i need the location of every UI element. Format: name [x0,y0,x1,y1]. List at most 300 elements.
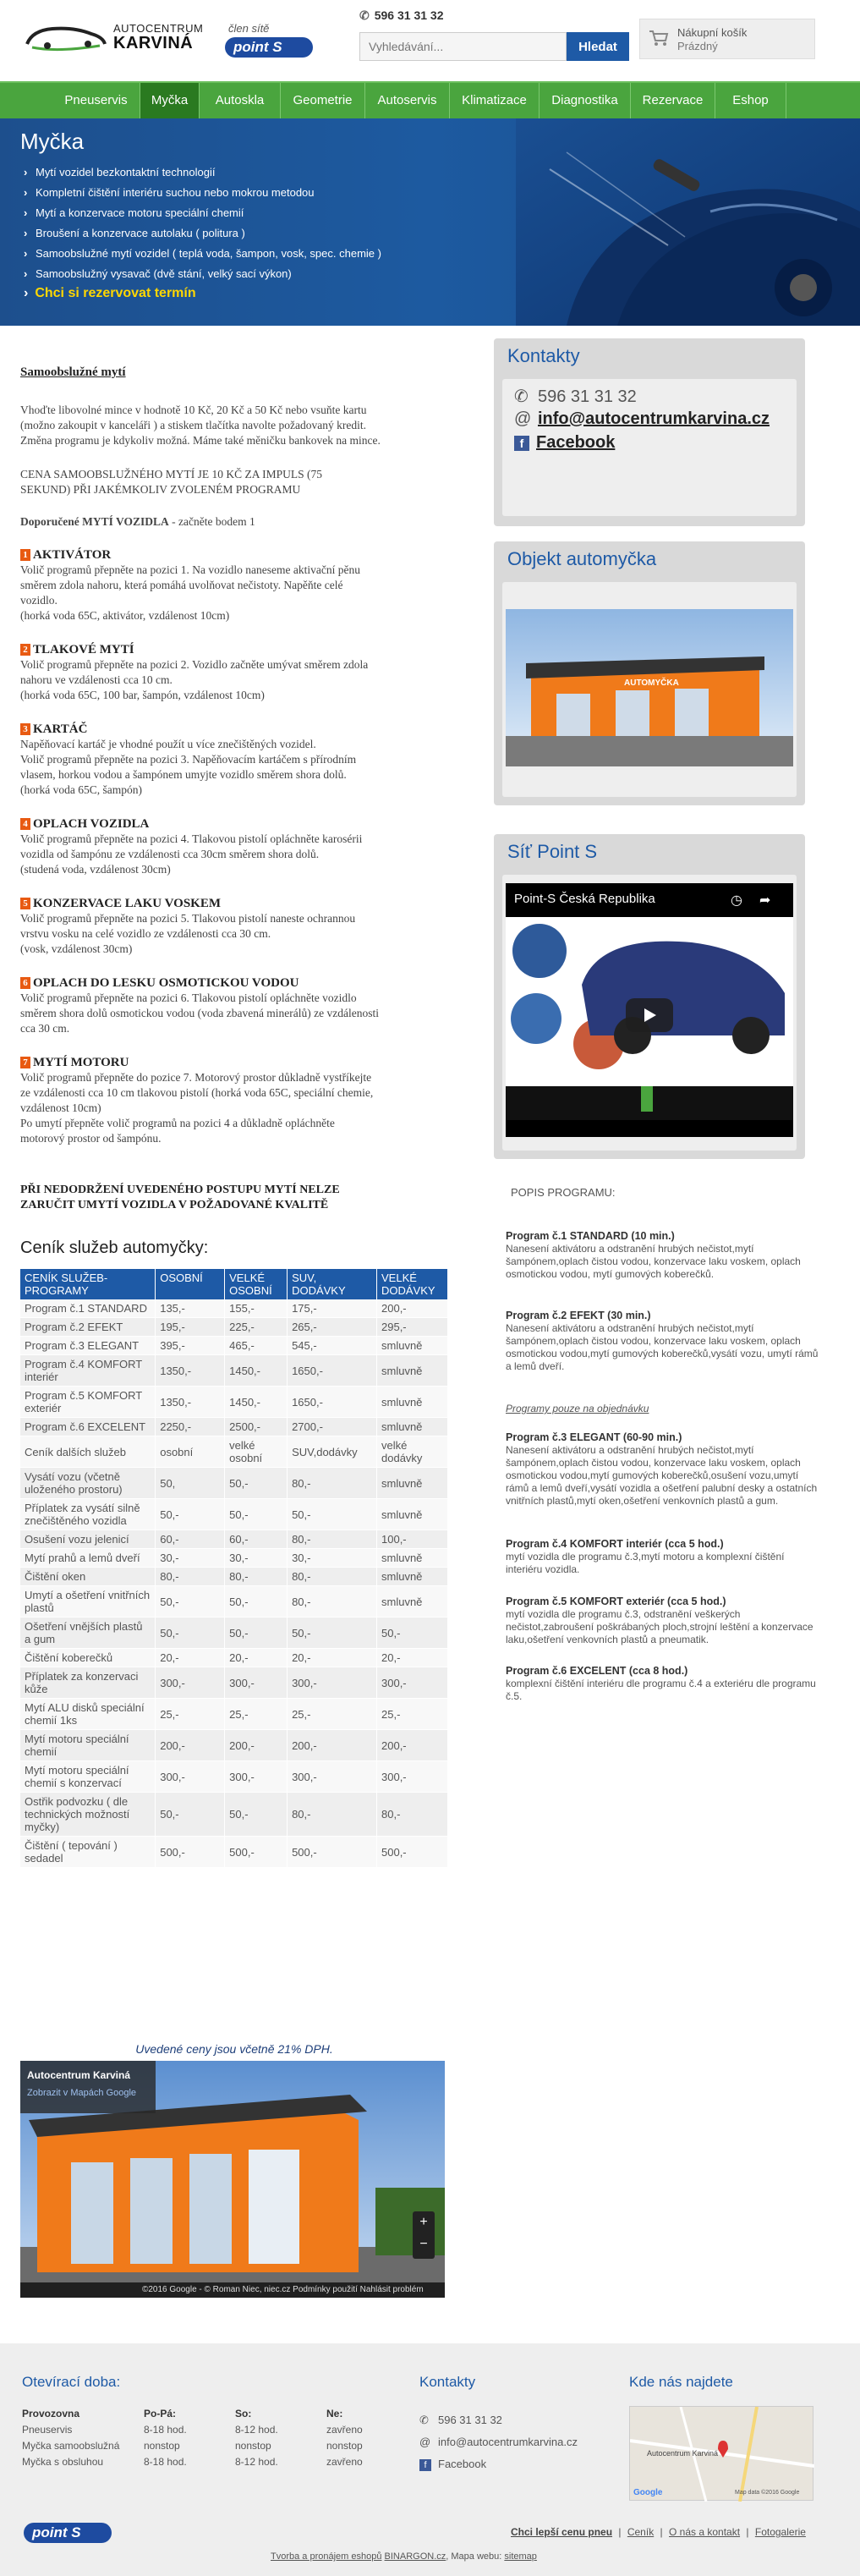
footer-facebook-label: Facebook [438,2458,487,2470]
street-view-place: Autocentrum Karviná [27,2069,131,2081]
brand-line1[interactable]: AUTOCENTRUM [113,22,204,35]
program-desc-line: interiéru vozidla. [506,1563,580,1575]
site-footer [0,2343,860,2576]
credit-link[interactable]: BINARGON.cz [384,2551,446,2562]
price-cell: 155,- [225,1299,288,1318]
price-cell: 300,- [156,1667,225,1699]
program-desc-line: rámů a lemů dveří,vysátí vozidla a ošetření palubní desky a ostatních [506,1482,818,1494]
self-service-heading: Samoobslužné mytí [20,365,126,379]
price-cell: 135,- [156,1299,225,1318]
hero-banner [0,118,860,326]
hours-col-sunday [326,2406,363,2470]
price-cell: 50,- [156,1618,225,1649]
step-line: nahoru ve vzdálenosti cca 10 cm. [20,673,173,686]
program-desc-title: Program č.2 EFEKT (30 min.) [506,1310,651,1321]
step-title: KARTÁČ [33,722,88,736]
price-cell: 20,- [288,1649,377,1667]
price-cell: 200,- [156,1730,225,1761]
footer-link[interactable]: Fotogalerie [754,2526,806,2538]
price-cell: 545,- [288,1337,377,1355]
hero-bullet: › Mytí a konzervace motoru speciální chemií [24,203,381,223]
row-label-cell: Program č.5 KOMFORT exteriér [20,1387,156,1418]
step-line: vozidla od šampónu ze vzdálenosti cca 30cm směrem shora dolů. [20,848,320,860]
step-line: (studená voda, vzdálenost 30cm) [20,863,171,876]
footer-separator: | [746,2526,749,2538]
phone-icon: ✆ [514,387,529,406]
network-title: Síť Point S [507,841,598,862]
step-4 [20,817,460,877]
price-cell: 100,- [377,1530,448,1549]
step-line: směrem zdola nahoru, která pomáhá uvolňovat nečistoty. Napěňte celé [20,579,343,591]
hero-bullet: › Broušení a konzervace autolaku ( politura ) [24,223,381,244]
zoom-in-icon[interactable]: + [419,2215,428,2229]
step-line: (horká voda 65C, šampón) [20,783,142,796]
row-label-cell: Ošetření vnějších plastů a gum [20,1618,156,1649]
step-6 [20,976,460,1036]
program-desc-1 [506,1230,844,1281]
price-cell: smluvně [377,1468,448,1499]
price-cell: 300,- [288,1761,377,1793]
table-header: CENÍK SLUŽEB-PROGRAMY [20,1269,156,1299]
table-row [20,1793,448,1837]
contact-phone-number: 596 31 31 32 [538,387,637,406]
facebook-icon: f [514,436,529,451]
phone-icon: ✆ [359,8,370,22]
price-cell: 500,- [377,1837,448,1868]
contact-email[interactable] [514,409,770,429]
step-number: 1 [20,549,30,561]
program-desc-line: osmotickou vodou,mytí gumových koberečků,osušení vozu,umytí [506,1469,799,1481]
price-cell: 300,- [156,1761,225,1793]
table-row [20,1837,448,1868]
footer-email[interactable] [419,2431,578,2453]
program-desc-line: mytí vozidla dle programu č.3,mytí motoru a komplexní čištění [506,1551,785,1563]
nav-diagnostika[interactable]: Diagnostika [540,83,631,118]
price-cell: osobní [156,1436,225,1468]
phone-icon: ✆ [419,2414,429,2426]
hero-bullet: › Kompletní čištění interiéru suchou nebo mokrou metodou [24,183,381,203]
hero-bullet: › Samoobslužný vysavač (dvě stání, velký sací výkon) [24,264,381,284]
price-cell: 25,- [225,1699,288,1730]
intro-text [20,403,460,448]
hours-cell: nonstop [144,2440,180,2452]
map-copyright: Map data ©2016 Google [735,2490,800,2496]
footer-link[interactable]: Chci lepší cenu pneu [511,2526,613,2538]
nav-rezervace[interactable]: Rezervace [631,83,715,118]
hours-header: Ne: [326,2408,343,2419]
nav-autoskla[interactable]: Autoskla [200,83,281,118]
row-label-cell: Ostřik podvozku ( dle technických možností myčky) [20,1793,156,1837]
warning-line: ZARUČIT UMYTÍ VOZIDLA V POŽADOVANÉ KVALITĚ [20,1199,329,1211]
step-number: 6 [20,977,30,989]
step-line: vzdálenost 10cm) [20,1101,101,1114]
nav-autoservis[interactable]: Autoservis [365,83,450,118]
price-cell: 50,- [225,1499,288,1530]
table-header: OSOBNÍ [156,1269,225,1299]
contacts-box [494,338,805,526]
price-cell: 50,- [225,1586,288,1618]
program-desc-title: Program č.5 KOMFORT exteriér (cca 5 hod.) [506,1596,726,1607]
step-3 [20,722,460,798]
price-cell: 465,- [225,1337,288,1355]
footer-separator: | [660,2526,663,2538]
program-desc-line: šampónem,oplach čistou vodou, konzervace laku voskem, oplach [506,1255,801,1267]
footer-facebook[interactable] [419,2453,578,2475]
price-cell: 80,- [288,1586,377,1618]
footer-phone[interactable] [419,2409,578,2431]
program-desc-2 [506,1310,844,1373]
program-desc-title: Program č.4 KOMFORT interiér (cca 5 hod.) [506,1538,724,1550]
price-cell: smluvně [377,1586,448,1618]
program-desc-line: Nanesení aktivátoru a odstranění hrubých nečistot,mytí [506,1243,754,1255]
car-wash-photo [516,118,860,326]
price-cell: 225,- [225,1318,288,1337]
row-label-cell: Mytí ALU disků speciální chemií 1ks [20,1699,156,1730]
step-line: (vosk, vzdálenost 30cm) [20,942,133,955]
contact-email-address: info@autocentrumkarvina.cz [538,409,770,428]
hours-header: So: [235,2408,252,2419]
hours-cell: 8-18 hod. [144,2456,187,2468]
price-cell: 500,- [288,1837,377,1868]
price-cell: 2250,- [156,1418,225,1436]
nav-geometrie[interactable]: Geometrie [281,83,365,118]
step-number: 4 [20,818,30,830]
footer-points-logo[interactable]: point S [24,2523,112,2543]
hours-cell: 8-12 hod. [235,2424,278,2436]
price-line: CENA SAMOOBSLUŽNÉHO MYTÍ JE 10 KČ ZA IMPULS (75 [20,468,323,481]
price-cell: 50, [156,1468,225,1499]
price-cell: 295,- [377,1318,448,1337]
price-line: SEKUND) PŘI JAKÉMKOLIV ZVOLENÉM PROGRAMU [20,483,301,496]
table-row [20,1418,448,1436]
program-desc-title: Program č.6 EXCELENT (cca 8 hod.) [506,1665,688,1677]
pricelist-title: Ceník služeb automyčky: [20,1239,209,1257]
price-cell: 30,- [156,1549,225,1568]
step-line: (horká voda 65C, 100 bar, šampón, vzdálenost 10cm) [20,689,265,701]
price-cell: 50,- [225,1793,288,1837]
intro-line: Vhoďte libovolné mince v hodnotě 10 Kč, 20 Kč a 50 Kč nebo vsuňte kartu [20,404,367,416]
step-line: Volič programů přepněte do pozice 7. Motorový prostor důkladně vystříkejte [20,1071,372,1084]
google-logo: Google [633,2488,663,2497]
program-desc-line: šampónem,oplach čistou vodou, konzervace laku voskem, oplach [506,1457,801,1469]
hero-bullet: › Mytí vozidel bezkontaktní technologií [24,162,381,183]
contact-facebook[interactable] [514,433,615,453]
street-view-info [20,2061,156,2113]
recommended-rest: - začněte bodem 1 [168,515,255,528]
table-row [20,1499,448,1530]
table-row [20,1530,448,1549]
row-label-cell: Čištění koberečků [20,1649,156,1667]
price-cell: smluvně [377,1387,448,1418]
footer-link[interactable]: O nás a kontakt [669,2526,741,2538]
price-cell: 300,- [288,1667,377,1699]
hours-cell: zavřeno [326,2456,363,2468]
step-5 [20,897,460,957]
footer-contacts [419,2409,578,2475]
price-info [20,467,460,497]
price-cell: 300,- [377,1761,448,1793]
step-line: Volič programů přepněte na pozici 4. Tlakovou pistolí opláchněte karosérii [20,832,363,845]
car-wash-building-photo[interactable] [506,609,793,766]
step-title: OPLACH VOZIDLA [33,817,150,831]
car-logo-icon[interactable] [24,19,108,56]
warning-text [20,1183,340,1213]
price-cell: 25,- [156,1699,225,1730]
program-desc-line: komplexní čištění interiéru dle programu č.4 a exteriéru dle programu [506,1678,816,1689]
price-cell: 395,- [156,1337,225,1355]
zoom-controls[interactable] [413,2211,435,2259]
price-table [20,1269,448,1868]
price-cell: 80,- [288,1468,377,1499]
step-title: KONZERVACE LAKU VOSKEM [33,897,221,910]
price-cell: 1450,- [225,1387,288,1418]
step-line: Volič programů přepněte na pozici 1. Na vozidlo naneseme aktivační pěnu [20,563,360,576]
row-label-cell: Program č.6 EXCELENT [20,1418,156,1436]
play-button[interactable] [626,998,673,1032]
hours-title: Otevírací doba: [22,2374,121,2390]
main-nav [0,81,860,118]
price-cell: 80,- [377,1793,448,1837]
sitemap-prefix: , Mapa webu: [446,2551,502,2562]
row-label-cell: Příplatek za konzervaci kůže [20,1667,156,1699]
price-cell: 265,- [288,1318,377,1337]
map-marker-label: Autocentrum Karviná [647,2449,719,2458]
zoom-out-icon[interactable]: − [419,2237,428,2251]
step-line: cca 30 cm. [20,1022,70,1035]
hours-cell: Pneuservis [22,2424,73,2436]
table-row [20,1549,448,1568]
share-icon[interactable]: ➦ [759,893,771,908]
step-line: (horká voda 65C, aktivátor, vzdálenost 10cm) [20,609,230,622]
table-row [20,1568,448,1586]
step-line: Volič programů přepněte na pozici 5. Tlakovou pistolí naneste ochrannou [20,912,356,925]
price-cell: 2500,- [225,1418,288,1436]
price-cell: smluvně [377,1499,448,1530]
object-box [494,541,805,805]
price-cell: 50,- [156,1793,225,1837]
price-cell: 20,- [225,1649,288,1667]
footer-link[interactable]: Ceník [627,2526,655,2538]
program-desc-line: Nanesení aktivátoru a odstranění hrubých nečistot,mytí [506,1444,754,1456]
price-cell: 300,- [377,1667,448,1699]
video-title[interactable]: Point-S Česká Republika [514,892,655,906]
row-label-cell: Mytí prahů a lemů dveří [20,1549,156,1568]
table-row [20,1730,448,1761]
street-view-footer: ©2016 Google - © Roman Niec, niec.cz Podmínky použití Nahlásit problém [20,2282,445,2298]
price-cell: smluvně [377,1355,448,1387]
nav-pneuservis[interactable]: Pneuservis [52,83,140,118]
nav-eshop[interactable]: Eshop [715,83,786,118]
table-row [20,1318,448,1337]
step-title: OPLACH DO LESKU OSMOTICKOU VODOU [33,976,299,990]
street-view-embed[interactable] [20,2061,445,2298]
price-cell: 80,- [288,1530,377,1549]
price-cell: smluvně [377,1418,448,1436]
network-inner [502,875,797,1151]
footer-links [511,2526,806,2538]
table-row [20,1618,448,1649]
row-label-cell: Program č.2 EFEKT [20,1318,156,1337]
price-cell: 50,- [225,1468,288,1499]
table-row [20,1355,448,1387]
price-cell: smluvně [377,1568,448,1586]
program-desc-line: vnitřních plastů,mytí oken,ošetření venkovních plastů a gum. [506,1495,779,1507]
step-number: 3 [20,723,30,735]
step-line: ze vzdálenosti cca 10 cm tlakovou pistolí (horká voda 65C, speciální chemie, [20,1086,374,1099]
table-row [20,1299,448,1318]
hours-cell: 8-12 hod. [235,2456,278,2468]
nav-mycka[interactable]: Myčka [140,83,200,118]
program-desc-6 [506,1665,844,1703]
credit-prefix[interactable]: Tvorba a pronájem eshopů [271,2551,382,2562]
program-desc-4 [506,1538,844,1576]
price-cell: 50,- [377,1618,448,1649]
cart-widget[interactable] [639,19,815,59]
brand-line2[interactable]: KARVINÁ [113,34,194,52]
table-header: VELKÉ DODÁVKY [377,1269,448,1299]
step-number: 7 [20,1057,30,1068]
row-label-cell: Program č.1 STANDARD [20,1299,156,1318]
step-line: Po umytí přepněte volič programů na pozici 4 a důkladně opláchněte [20,1117,335,1129]
price-cell: 1450,- [225,1355,288,1387]
row-label-cell: Příplatek za vysátí silně znečištěného vozidla [20,1499,156,1530]
price-cell: 200,- [225,1730,288,1761]
search-input[interactable] [359,32,567,61]
table-header: SUV, DODÁVKY [288,1269,377,1299]
step-line: Volič programů přepněte na pozici 6. Tlakovou pistolí opláchněte vozidlo [20,991,357,1004]
step-line: vozidlo. [20,594,58,607]
row-label-cell: Umytí a ošetření vnitřních plastů [20,1586,156,1618]
price-cell: 50,- [288,1618,377,1649]
where-title: Kde nás najdete [629,2374,733,2390]
program-desc-5 [506,1596,844,1646]
site-header [0,0,860,78]
price-cell: 1650,- [288,1387,377,1418]
contacts-title: Kontakty [507,345,580,366]
row-label-cell: Mytí motoru speciální chemií [20,1730,156,1761]
price-cell: 200,- [377,1730,448,1761]
table-header-row [20,1269,448,1299]
step-number: 2 [20,644,30,656]
price-cell: 175,- [288,1299,377,1318]
price-cell: 300,- [225,1667,288,1699]
row-label-cell: Program č.4 KOMFORT interiér [20,1355,156,1387]
recommended-line [20,514,255,530]
program-desc-line: a lemů dveří. [506,1360,565,1372]
network-box [494,834,805,1159]
hours-header: Po-Pá: [144,2408,177,2419]
member-text: člen sítě [228,22,270,35]
step-line: motorový prostor od šampónu. [20,1132,162,1145]
footer-contacts-title: Kontakty [419,2374,476,2390]
nav-klimatizace[interactable]: Klimatizace [450,83,540,118]
hours-cell: zavřeno [326,2424,363,2436]
street-view-maps-link[interactable]: Zobrazit v Mapách Google [27,2088,137,2098]
search-button[interactable]: Hledat [567,32,629,61]
price-cell: 200,- [377,1299,448,1318]
program-desc-line: osmotickou vodou, mytí gumových koberečků. [506,1268,715,1280]
price-cell: 80,- [156,1568,225,1586]
cart-status: Prázdný [677,40,718,52]
chevron-right-icon: › [24,286,29,300]
hours-cell: Myčka s obsluhou [22,2456,104,2468]
table-row [20,1649,448,1667]
table-row [20,1468,448,1499]
program-desc-line: mytí vozidla dle programu č.3, odstranění veškerých [506,1608,741,1620]
price-cell: 2700,- [288,1418,377,1436]
step-line: Napěňovací kartáč je vhodné použít u více znečištěných vozidel. [20,738,316,750]
step-title: MYTÍ MOTORU [33,1056,129,1069]
row-label-cell: Osušení vozu jelenicí [20,1530,156,1549]
step-2 [20,643,460,703]
header-phone-number: 596 31 31 32 [374,8,444,22]
table-row [20,1436,448,1468]
contact-phone[interactable] [514,386,637,407]
price-cell: 300,- [225,1761,288,1793]
play-icon [626,998,673,1032]
price-cell: smluvně [377,1549,448,1568]
clock-icon[interactable]: ◷ [731,893,742,908]
row-label-cell: Ceník dalších služeb [20,1436,156,1468]
price-cell: 1350,- [156,1355,225,1387]
program-desc-3 [506,1431,844,1508]
object-title: Objekt automyčka [507,548,657,569]
hours-cell: nonstop [235,2440,271,2452]
row-label-cell: Čištění ( tepování ) sedadel [20,1837,156,1868]
step-line: vrstvu vosku na celé vozidlo ze vzdálenosti cca 30 cm. [20,927,271,940]
youtube-video[interactable] [506,883,793,1137]
reserve-link[interactable] [24,286,196,301]
table-row [20,1586,448,1618]
price-cell: 30,- [225,1549,288,1568]
price-cell: 500,- [156,1837,225,1868]
footer-map[interactable] [629,2406,813,2501]
facebook-icon: f [419,2459,431,2471]
footer-separator: | [618,2526,622,2538]
points-logo[interactable]: point S [225,37,313,58]
step-line: Volič programů přepněte na pozici 2. Vozidlo začněte umývat směrem zdola [20,658,369,671]
price-cell: SUV,dodávky [288,1436,377,1468]
price-cell: 20,- [156,1649,225,1667]
recommended-bold: Doporučené MYTÍ VOZIDLA [20,515,169,528]
price-cell: 80,- [288,1568,377,1586]
at-icon: @ [514,409,532,428]
price-cell: 50,- [288,1499,377,1530]
program-desc-line: osmotickou vodou,mytí gumových koberečků,vysátí vozu, umytí rámů [506,1348,819,1359]
sitemap-link[interactable]: sitemap [504,2551,537,2562]
row-label-cell: Vysátí vozu (včetně uloženého prostoru) [20,1468,156,1499]
price-cell: 80,- [225,1568,288,1586]
program-desc-line: Nanesení aktivátoru a odstranění hrubých nečistot,mytí [506,1322,754,1334]
intro-line: (možno zakoupit v kanceláři ) a stiskem tlačítka navolte požadovaný kredit. [20,419,366,431]
hero-bullets [24,162,381,284]
at-icon: @ [419,2436,431,2448]
price-cell: 20,- [377,1649,448,1667]
warning-line: PŘI NEDODRŽENÍ UVEDENÉHO POSTUPU MYTÍ NELZE [20,1184,340,1196]
program-desc-title: Program č.3 ELEGANT (60-90 min.) [506,1431,682,1443]
row-label-cell: Čištění oken [20,1568,156,1586]
footer-email-address: info@autocentrumkarvina.cz [438,2436,578,2448]
hours-col-venue [22,2406,119,2470]
program-desc-line: č.5. [506,1690,523,1702]
cart-icon [649,30,669,47]
price-cell: velké dodávky [377,1436,448,1468]
step-1 [20,548,460,623]
program-desc-line: laku,ošetření venkovních plastů a pneumatik. [506,1634,709,1645]
price-cell: 1650,- [288,1355,377,1387]
price-cell: 80,- [288,1793,377,1837]
price-cell: 50,- [156,1499,225,1530]
